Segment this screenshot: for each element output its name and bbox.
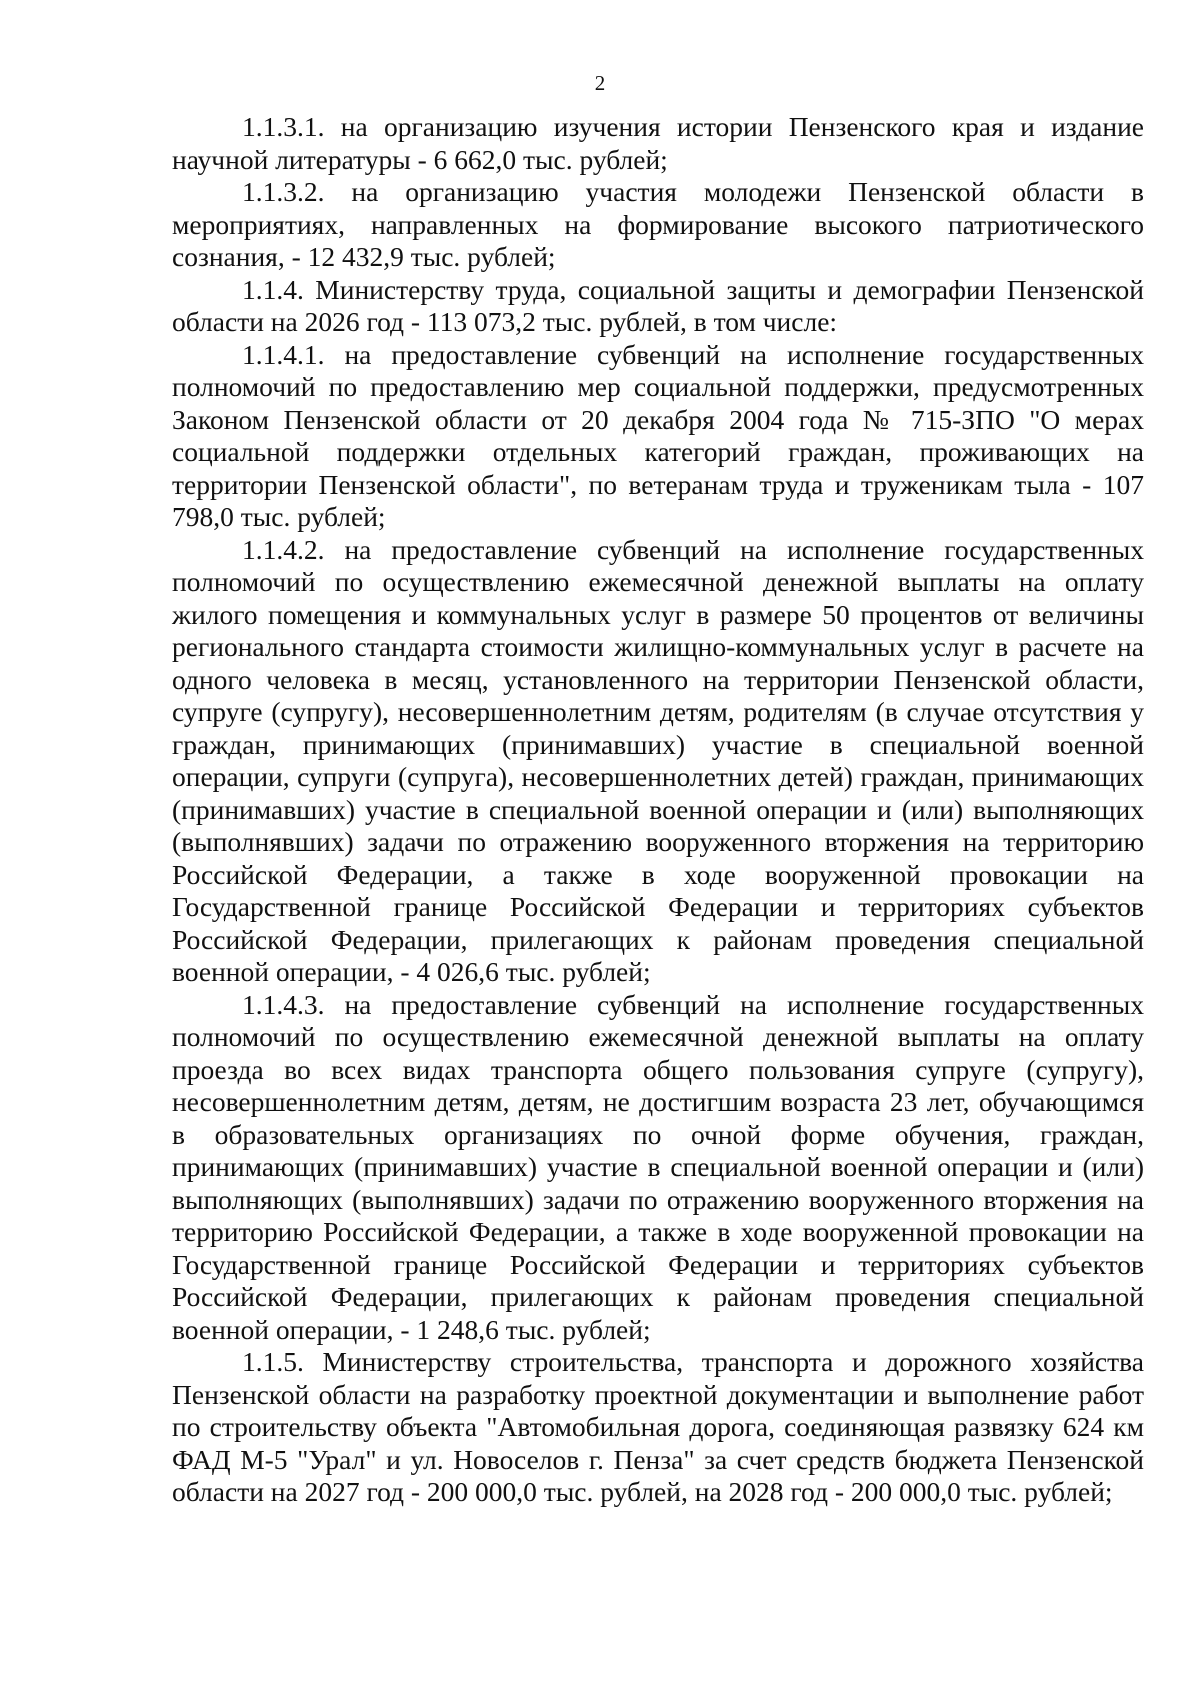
paragraph-1-1-4-1: 1.1.4.1. на предоставление субвенций на исполнение государственных полномочий по предоставлению мер социальной поддержки, предусмотренных Законом Пензенской области от 20 декабря 2004 года № 715-ЗПО "О мерах социальной поддержки отдельных категорий граждан, проживающих на территории Пензенской области", по ветеранам труда и труженикам тыла - 107 798,0 тыс. рублей;	[172, 338, 1144, 532]
paragraph-1-1-3-2: 1.1.3.2. на организацию участия молодежи Пензенской области в мероприятиях, направленных на формирование высокого патриотического сознания, - 12 432,9 тыс. рублей;	[172, 176, 1144, 272]
paragraph-1-1-3-1: 1.1.3.1. на организацию изучения истории Пензенского края и издание научной литературы - 6 662,0 тыс. рублей;	[172, 111, 1144, 175]
document-body	[172, 111, 1144, 1509]
paragraph-1-1-4-3: 1.1.4.3. на предоставление субвенций на исполнение государственных полномочий по осуществлению ежемесячной денежной выплаты на оплату проезда во всех видах транспорта общего пользования супруге (супругу), несовершеннолетним детям, детям, не достигшим возраста 23 лет, обучающимся в образовательных организациях по очной форме обучения, граждан, принимающих (принимавших) участие в специальной военной операции и (или) выполняющих (выполнявших) задачи по отражению вооруженного вторжения на территорию Российской Федерации, а также в ходе вооруженной провокации на Государственной границе Российской Федерации и территориях субъектов Российской Федерации, прилегающих к районам проведения специальной военной операции, - 1 248,6 тыс. рублей;	[172, 988, 1144, 1345]
paragraph-1-1-4-2: 1.1.4.2. на предоставление субвенций на исполнение государственных полномочий по осуществлению ежемесячной денежной выплаты на оплату жилого помещения и коммунальных услуг в размере 50 процентов от величины регионального стандарта стоимости жилищно-коммунальных услуг в расчете на одного человека в месяц, установленного на территории Пензенской области, супруге (супругу), несовершеннолетним детям, родителям (в случае отсутствия у граждан, принимающих (принимавших) участие в специальной военной операции, супруги (супруга), несовершеннолетних детей) граждан, принимающих (принимавших) участие в специальной военной операции и (или) выполняющих (выполнявших) задачи по отражению вооруженного вторжения на территорию Российской Федерации, а также в ходе вооруженной провокации на Государственной границе Российской Федерации и территориях субъектов Российской Федерации, прилегающих к районам проведения специальной военной операции, - 4 026,6 тыс. рублей;	[172, 533, 1144, 987]
paragraph-1-1-5: 1.1.5. Министерству строительства, транспорта и дорожного хозяйства Пензенской области на разработку проектной документации и выполнение работ по строительству объекта "Автомобильная дорога, соединяющая развязку 624 км ФАД М-5 "Урал" и ул. Новоселов г. Пенза" за счет средств бюджета Пензенской области на 2027 год - 200 000,0 тыс. рублей, на 2028 год - 200 000,0 тыс. рублей;	[172, 1346, 1144, 1507]
page-number: 2	[594, 71, 606, 95]
paragraph-1-1-4: 1.1.4. Министерству труда, социальной защиты и демографии Пензенской области на 2026 год - 113 073,2 тыс. рублей, в том числе:	[172, 273, 1144, 337]
